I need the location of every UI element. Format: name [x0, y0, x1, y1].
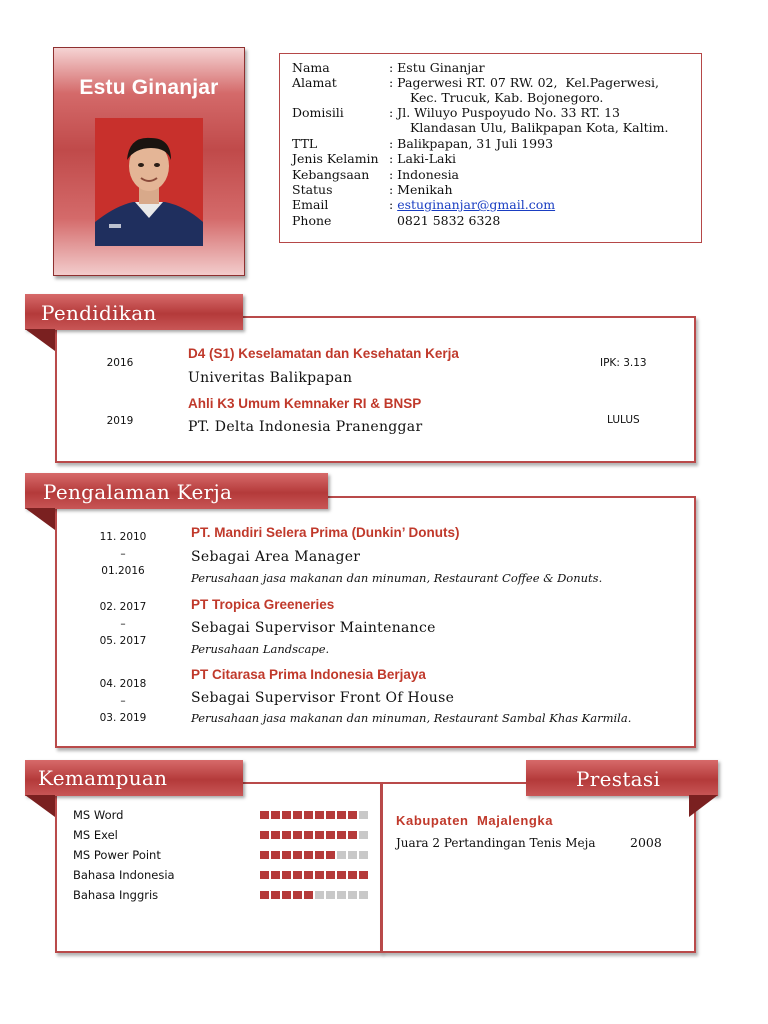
info-value: : Pagerwesi RT. 07 RW. 02, Kel.Pagerwesi, — [389, 75, 659, 90]
profile-card — [53, 47, 245, 276]
job-description: Perusahaan Landscape. — [191, 642, 330, 656]
job-end: 03. 2019 — [99, 712, 147, 724]
skill-name: MS Exel — [73, 828, 118, 842]
skill-level-segment — [282, 871, 291, 879]
info-value: Kec. Trucuk, Kab. Bojonegoro. — [410, 90, 604, 105]
info-label: Phone — [292, 213, 332, 228]
skill-level-segment — [293, 851, 302, 859]
info-label: Status — [292, 182, 333, 197]
skill-level-segment — [260, 811, 269, 819]
kemampuan-heading: Kemampuan — [38, 766, 168, 790]
skill-name: MS Word — [73, 808, 124, 822]
skill-level-segment — [348, 851, 357, 859]
info-label: Email — [292, 197, 329, 212]
job-dash: – — [120, 548, 126, 560]
skill-name: Bahasa Indonesia — [73, 868, 175, 882]
personal-info-box — [279, 53, 702, 243]
edu-title: D4 (S1) Keselamatan dan Kesehatan Kerja — [188, 346, 459, 361]
edu-title: Ahli K3 Umum Kemnaker RI & BNSP — [188, 396, 422, 411]
skill-level-segment — [348, 811, 357, 819]
skill-level-segment — [304, 851, 313, 859]
skill-level-bar — [260, 871, 370, 879]
skill-name: MS Power Point — [73, 848, 161, 862]
skill-level-segment — [282, 891, 291, 899]
skill-level-segment — [293, 831, 302, 839]
skill-level-segment — [304, 811, 313, 819]
edu-note: IPK: 3.13 — [600, 357, 647, 369]
skill-level-segment — [293, 871, 302, 879]
skill-level-segment — [326, 851, 335, 859]
job-company: PT Citarasa Prima Indonesia Berjaya — [191, 667, 426, 682]
skill-name: Bahasa Inggris — [73, 888, 159, 902]
skill-level-segment — [359, 891, 368, 899]
job-end: 01.2016 — [101, 565, 145, 577]
email-link[interactable]: estuginanjar@gmail.com — [397, 197, 556, 212]
skill-level-segment — [337, 811, 346, 819]
job-role: Sebagai Area Manager — [191, 549, 361, 565]
info-value: : estuginanjar@gmail.com — [389, 197, 556, 212]
job-start: 04. 2018 — [99, 678, 147, 690]
skill-level-segment — [271, 871, 280, 879]
kemampuan-ribbon-fold — [25, 795, 57, 819]
profile-name: Estu Ginanjar — [79, 76, 219, 99]
job-start: 02. 2017 — [99, 601, 147, 613]
prestasi-ribbon — [526, 760, 718, 796]
edu-year: 2016 — [106, 357, 134, 369]
info-value: Klandasan Ulu, Balikpapan Kota, Kaltim. — [410, 120, 669, 135]
pendidikan-box — [55, 316, 696, 463]
job-role: Sebagai Supervisor Maintenance — [191, 620, 436, 636]
skill-level-segment — [271, 851, 280, 859]
info-value: : Menikah — [389, 182, 453, 197]
skill-level-segment — [359, 851, 368, 859]
skill-level-segment — [348, 831, 357, 839]
skill-level-segment — [260, 871, 269, 879]
skill-level-segment — [337, 891, 346, 899]
job-dash: – — [120, 695, 126, 707]
edu-institution: PT. Delta Indonesia Pranenggar — [188, 419, 423, 435]
skill-level-segment — [315, 811, 324, 819]
skill-level-segment — [271, 831, 280, 839]
skill-level-segment — [260, 851, 269, 859]
skill-level-segment — [271, 891, 280, 899]
edu-note: LULUS — [607, 414, 640, 426]
pendidikan-heading: Pendidikan — [41, 301, 157, 325]
prestasi-ribbon-fold — [689, 795, 719, 819]
skill-level-segment — [326, 831, 335, 839]
info-label: Kebangsaan — [292, 167, 370, 182]
skill-level-segment — [315, 871, 324, 879]
skill-level-segment — [315, 831, 324, 839]
prestasi-heading: Prestasi — [576, 767, 661, 791]
edu-year: 2019 — [106, 415, 134, 427]
skill-level-segment — [326, 871, 335, 879]
skill-level-bar — [260, 891, 370, 899]
pendidikan-ribbon — [25, 294, 243, 330]
edu-institution: Univeritas Balikpapan — [188, 370, 353, 386]
job-dash: – — [120, 618, 126, 630]
skill-level-segment — [293, 811, 302, 819]
info-label: TTL — [292, 136, 318, 151]
job-description: Perusahaan jasa makanan dan minuman, Restaurant Sambal Khas Karmila. — [191, 711, 632, 725]
job-start: 11. 2010 — [99, 531, 147, 543]
skill-level-segment — [326, 891, 335, 899]
skill-level-bar — [260, 851, 370, 859]
info-value: : Laki-Laki — [389, 151, 457, 166]
skill-level-segment — [304, 831, 313, 839]
job-company: PT Tropica Greeneries — [191, 597, 335, 612]
skill-level-segment — [293, 891, 302, 899]
info-label: Alamat — [292, 75, 337, 90]
skill-level-segment — [315, 851, 324, 859]
pengalaman-ribbon — [25, 473, 328, 509]
skill-level-segment — [304, 871, 313, 879]
info-value: 0821 5832 6328 — [389, 213, 501, 228]
prestasi-region: Kabupaten Majalengka — [396, 813, 554, 828]
skill-level-segment — [337, 831, 346, 839]
skill-level-segment — [359, 811, 368, 819]
skill-level-bar — [260, 811, 370, 819]
skill-level-segment — [282, 811, 291, 819]
skill-level-segment — [359, 831, 368, 839]
info-label: Nama — [292, 60, 330, 75]
info-value: : Balikpapan, 31 Juli 1993 — [389, 136, 554, 151]
prestasi-item: Juara 2 Pertandingan Tenis Meja — [396, 836, 596, 850]
job-role: Sebagai Supervisor Front Of House — [191, 690, 455, 706]
skill-level-segment — [326, 811, 335, 819]
pendidikan-ribbon-fold — [25, 329, 57, 353]
skill-level-segment — [304, 891, 313, 899]
skill-level-segment — [315, 891, 324, 899]
info-value: : Estu Ginanjar — [389, 60, 485, 75]
skill-level-segment — [359, 871, 368, 879]
skill-level-segment — [260, 891, 269, 899]
kemampuan-ribbon — [25, 760, 243, 796]
pengalaman-heading: Pengalaman Kerja — [43, 480, 233, 504]
prestasi-box — [381, 782, 696, 953]
skill-level-segment — [260, 831, 269, 839]
skill-level-segment — [348, 871, 357, 879]
skill-level-segment — [337, 871, 346, 879]
profile-photo — [95, 118, 203, 246]
skill-level-segment — [337, 851, 346, 859]
pengalaman-ribbon-fold — [25, 508, 57, 532]
skill-level-bar — [260, 831, 370, 839]
info-value: : Indonesia — [389, 167, 460, 182]
skill-level-segment — [348, 891, 357, 899]
job-company: PT. Mandiri Selera Prima (Dunkin’ Donuts) — [191, 525, 460, 540]
info-label: Domisili — [292, 105, 344, 120]
job-description: Perusahaan jasa makanan dan minuman, Restaurant Coffee & Donuts. — [191, 571, 603, 585]
skill-level-segment — [271, 811, 280, 819]
skill-level-segment — [282, 831, 291, 839]
job-end: 05. 2017 — [99, 635, 147, 647]
info-value: : Jl. Wiluyo Puspoyudo No. 33 RT. 13 — [389, 105, 621, 120]
prestasi-year: 2008 — [630, 835, 662, 850]
skill-level-segment — [282, 851, 291, 859]
info-label: Jenis Kelamin — [292, 151, 379, 166]
